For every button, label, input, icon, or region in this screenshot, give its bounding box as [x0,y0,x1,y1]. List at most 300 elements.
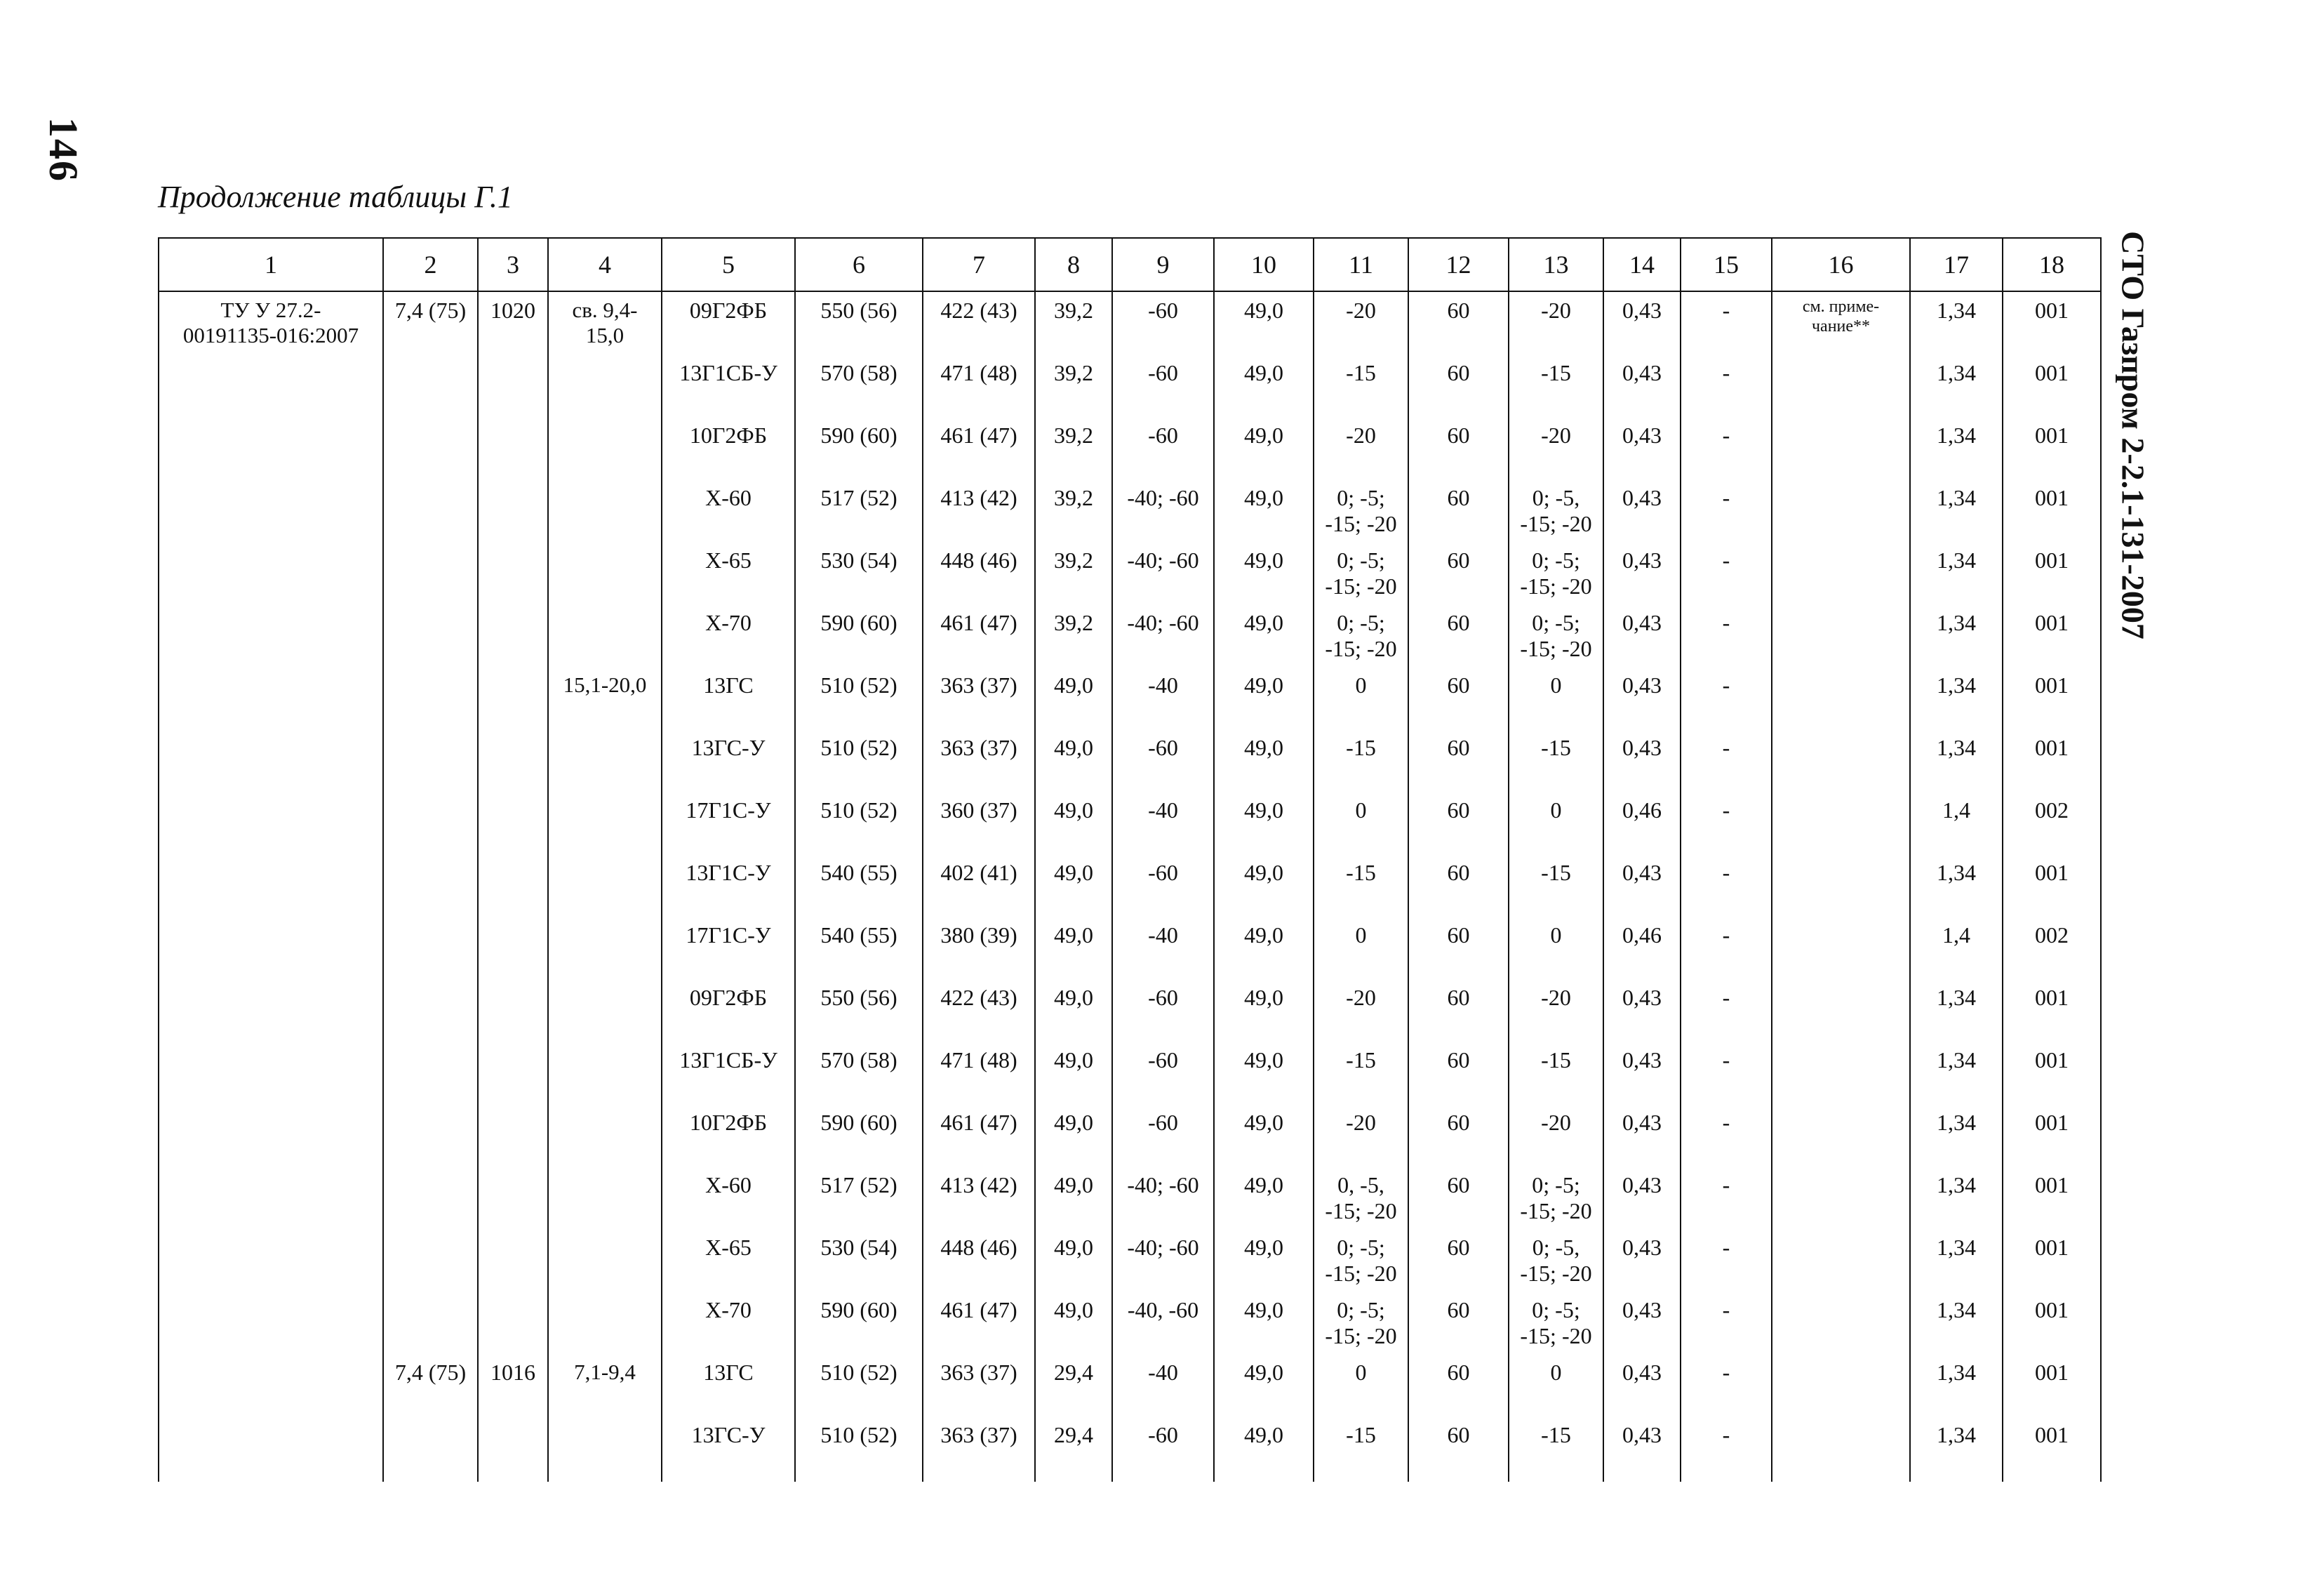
cell-col-5: Х-60 [662,482,795,545]
cell-col-9: -40, -60 [1112,1294,1214,1357]
column-header-10: 10 [1214,238,1314,291]
cell-col-8: 49,0 [1035,1169,1112,1232]
cell-col-13: -15 [1509,857,1603,920]
cell-col-14: 0,46 [1603,795,1681,857]
cell-col-14: 0,43 [1603,1357,1681,1419]
table-row [159,732,2101,795]
cell-col-14: 0,43 [1603,291,1681,357]
cell-col-3 [478,795,548,857]
table-row [159,1232,2101,1294]
cell-col-18: 001 [2003,291,2101,357]
cell-col-13: 0; -5; -15; -20 [1509,607,1603,670]
cell-col-9: -40; -60 [1112,1169,1214,1232]
cell-col-10: 49,0 [1214,1169,1314,1232]
cell-col-17: 1,34 [1910,1169,2003,1232]
cell-col-5: 10Г2ФБ [662,420,795,482]
cell-col-18: 001 [2003,1044,2101,1107]
cell-col-3 [478,982,548,1044]
cell-col-4 [548,857,662,920]
cell-col-10: 49,0 [1214,1419,1314,1482]
cell-col-17: 1,34 [1910,1419,2003,1482]
cell-col-1 [159,482,383,545]
cell-col-8: 49,0 [1035,732,1112,795]
cell-col-8: 39,2 [1035,291,1112,357]
cell-col-7: 380 (39) [923,920,1035,982]
cell-col-4 [548,982,662,1044]
cell-col-7: 471 (48) [923,357,1035,420]
cell-col-16 [1772,920,1910,982]
cell-col-12: 60 [1408,1044,1509,1107]
cell-col-16 [1772,795,1910,857]
cell-col-6: 510 (52) [795,670,923,732]
cell-col-4: 7,1-9,4 [548,1357,662,1419]
cell-col-13: -15 [1509,1419,1603,1482]
cell-col-9: -40; -60 [1112,1232,1214,1294]
cell-col-13: 0; -5, -15; -20 [1509,1232,1603,1294]
cell-col-10: 49,0 [1214,1044,1314,1107]
cell-col-3 [478,920,548,982]
cell-col-17: 1,34 [1910,1232,2003,1294]
cell-col-17: 1,34 [1910,1357,2003,1419]
cell-col-18: 001 [2003,670,2101,732]
cell-col-6: 570 (58) [795,1044,923,1107]
cell-col-10: 49,0 [1214,1357,1314,1419]
cell-col-9: -60 [1112,357,1214,420]
cell-col-4 [548,1419,662,1482]
cell-col-1 [159,1419,383,1482]
cell-col-8: 49,0 [1035,1232,1112,1294]
column-header-13: 13 [1509,238,1603,291]
table-row [159,1044,2101,1107]
cell-col-13: 0; -5; -15; -20 [1509,1169,1603,1232]
cell-col-10: 49,0 [1214,1294,1314,1357]
cell-col-12: 60 [1408,857,1509,920]
cell-col-1 [159,920,383,982]
cell-col-11: 0 [1314,670,1408,732]
cell-col-4 [548,920,662,982]
cell-col-9: -40 [1112,670,1214,732]
cell-col-6: 530 (54) [795,1232,923,1294]
column-header-18: 18 [2003,238,2101,291]
cell-col-12: 60 [1408,1357,1509,1419]
cell-col-7: 363 (37) [923,670,1035,732]
cell-col-6: 517 (52) [795,1169,923,1232]
cell-col-18: 001 [2003,420,2101,482]
cell-col-10: 49,0 [1214,1232,1314,1294]
table-row [159,795,2101,857]
cell-col-15: - [1681,482,1772,545]
table-row [159,920,2101,982]
table-row [159,1107,2101,1169]
table-row [159,607,2101,670]
cell-col-15: - [1681,357,1772,420]
cell-col-13: -15 [1509,1044,1603,1107]
column-header-17: 17 [1910,238,2003,291]
table-row [159,857,2101,920]
cell-col-4 [548,1044,662,1107]
cell-col-15: - [1681,1044,1772,1107]
cell-col-17: 1,34 [1910,982,2003,1044]
cell-col-1 [159,1169,383,1232]
cell-col-7: 402 (41) [923,857,1035,920]
cell-col-18: 001 [2003,732,2101,795]
cell-col-5: Х-60 [662,1169,795,1232]
cell-col-12: 60 [1408,732,1509,795]
cell-col-16 [1772,1107,1910,1169]
cell-col-3 [478,1232,548,1294]
cell-col-2 [383,982,478,1044]
cell-col-8: 39,2 [1035,357,1112,420]
cell-col-1 [159,1357,383,1419]
cell-col-14: 0,43 [1603,670,1681,732]
cell-col-17: 1,34 [1910,857,2003,920]
cell-col-1 [159,545,383,607]
cell-col-15: - [1681,1357,1772,1419]
cell-col-5: 13ГС-У [662,732,795,795]
cell-col-10: 49,0 [1214,982,1314,1044]
cell-col-12: 60 [1408,1294,1509,1357]
cell-col-15: - [1681,670,1772,732]
cell-col-3: 1016 [478,1357,548,1419]
cell-col-6: 590 (60) [795,1107,923,1169]
cell-col-11: 0; -5; -15; -20 [1314,482,1408,545]
cell-col-4 [548,482,662,545]
cell-col-15: - [1681,1232,1772,1294]
column-header-5: 5 [662,238,795,291]
cell-col-8: 49,0 [1035,1107,1112,1169]
cell-col-17: 1,34 [1910,1294,2003,1357]
cell-col-2 [383,1169,478,1232]
table-row [159,982,2101,1044]
cell-col-18: 001 [2003,857,2101,920]
cell-col-7: 413 (42) [923,1169,1035,1232]
cell-col-11: 0 [1314,795,1408,857]
cell-col-11: -20 [1314,982,1408,1044]
cell-col-1 [159,1294,383,1357]
cell-col-15: - [1681,1294,1772,1357]
cell-col-12: 60 [1408,420,1509,482]
cell-col-1 [159,420,383,482]
cell-col-6: 517 (52) [795,482,923,545]
cell-col-9: -60 [1112,1419,1214,1482]
cell-col-6: 590 (60) [795,607,923,670]
cell-col-15: - [1681,732,1772,795]
cell-col-2: 7,4 (75) [383,291,478,357]
cell-col-8: 29,4 [1035,1419,1112,1482]
table-row [159,670,2101,732]
cell-col-17: 1,34 [1910,357,2003,420]
cell-col-6: 550 (56) [795,982,923,1044]
cell-col-6: 510 (52) [795,1419,923,1482]
cell-col-8: 29,4 [1035,1357,1112,1419]
cell-col-11: -15 [1314,1419,1408,1482]
standard-identifier: СТО Газпром 2-2.1-131-2007 [2115,231,2151,639]
cell-col-12: 60 [1408,1107,1509,1169]
cell-col-13: 0 [1509,670,1603,732]
cell-col-4 [548,1107,662,1169]
cell-col-7: 461 (47) [923,420,1035,482]
cell-col-1 [159,982,383,1044]
cell-col-13: -20 [1509,291,1603,357]
cell-col-2 [383,545,478,607]
cell-col-2 [383,1232,478,1294]
cell-col-1 [159,357,383,420]
cell-col-18: 001 [2003,1169,2101,1232]
cell-col-13: 0; -5; -15; -20 [1509,545,1603,607]
cell-col-6: 510 (52) [795,795,923,857]
steel-specs-table [158,237,2102,1482]
cell-col-14: 0,43 [1603,482,1681,545]
cell-col-2 [383,1419,478,1482]
column-header-14: 14 [1603,238,1681,291]
table-row [159,1419,2101,1482]
cell-col-7: 360 (37) [923,795,1035,857]
cell-col-12: 60 [1408,1169,1509,1232]
cell-col-8: 39,2 [1035,482,1112,545]
cell-col-12: 60 [1408,357,1509,420]
cell-col-14: 0,43 [1603,1044,1681,1107]
cell-col-10: 49,0 [1214,1107,1314,1169]
cell-col-6: 540 (55) [795,857,923,920]
cell-col-16 [1772,732,1910,795]
cell-col-5: Х-65 [662,1232,795,1294]
cell-col-5: 17Г1С-У [662,795,795,857]
cell-col-18: 001 [2003,1232,2101,1294]
cell-col-3 [478,1169,548,1232]
cell-col-15: - [1681,920,1772,982]
cell-col-13: 0 [1509,795,1603,857]
cell-col-17: 1,34 [1910,291,2003,357]
column-header-8: 8 [1035,238,1112,291]
cell-col-9: -60 [1112,732,1214,795]
cell-col-14: 0,43 [1603,982,1681,1044]
cell-col-12: 60 [1408,1232,1509,1294]
table-row [159,291,2101,357]
cell-col-13: -20 [1509,982,1603,1044]
cell-col-14: 0,43 [1603,1169,1681,1232]
cell-col-14: 0,43 [1603,857,1681,920]
cell-col-1 [159,1232,383,1294]
column-number-row [159,238,2101,291]
cell-col-13: 0 [1509,920,1603,982]
cell-col-15: - [1681,982,1772,1044]
cell-col-2: 7,4 (75) [383,1357,478,1419]
cell-col-9: -60 [1112,1107,1214,1169]
cell-col-1 [159,732,383,795]
table-body [159,291,2101,1482]
cell-col-7: 461 (47) [923,1107,1035,1169]
cell-col-14: 0,43 [1603,1107,1681,1169]
cell-col-2 [383,607,478,670]
cell-col-8: 39,2 [1035,545,1112,607]
cell-col-3 [478,670,548,732]
cell-col-13: 0; -5, -15; -20 [1509,482,1603,545]
cell-col-18: 002 [2003,795,2101,857]
cell-col-17: 1,34 [1910,732,2003,795]
cell-col-10: 49,0 [1214,670,1314,732]
cell-col-18: 001 [2003,982,2101,1044]
cell-col-4 [548,795,662,857]
cell-col-7: 363 (37) [923,1357,1035,1419]
cell-col-4 [548,357,662,420]
cell-col-16 [1772,1169,1910,1232]
cell-col-9: -40 [1112,1357,1214,1419]
cell-col-10: 49,0 [1214,795,1314,857]
cell-col-13: -20 [1509,1107,1603,1169]
cell-col-9: -40 [1112,795,1214,857]
cell-col-5: 13Г1СБ-У [662,1044,795,1107]
cell-col-16 [1772,545,1910,607]
cell-col-5: 13ГС-У [662,1419,795,1482]
cell-col-6: 590 (60) [795,420,923,482]
cell-col-17: 1,34 [1910,670,2003,732]
cell-col-15: - [1681,1169,1772,1232]
cell-col-18: 001 [2003,545,2101,607]
cell-col-11: 0 [1314,1357,1408,1419]
table-row [159,545,2101,607]
cell-col-12: 60 [1408,291,1509,357]
cell-col-16 [1772,670,1910,732]
cell-col-13: -15 [1509,357,1603,420]
cell-col-13: -20 [1509,420,1603,482]
cell-col-15: - [1681,795,1772,857]
cell-col-15: - [1681,1419,1772,1482]
cell-col-3 [478,607,548,670]
cell-col-2 [383,420,478,482]
cell-col-1 [159,795,383,857]
cell-col-17: 1,34 [1910,1107,2003,1169]
page-number: 146 [41,117,86,182]
cell-col-2 [383,482,478,545]
cell-col-16 [1772,1294,1910,1357]
cell-col-13: -15 [1509,732,1603,795]
cell-col-3 [478,545,548,607]
cell-col-5: 13ГС [662,1357,795,1419]
cell-col-17: 1,34 [1910,420,2003,482]
cell-col-18: 001 [2003,1294,2101,1357]
cell-col-8: 49,0 [1035,795,1112,857]
cell-col-2 [383,795,478,857]
cell-col-3 [478,732,548,795]
cell-col-2 [383,857,478,920]
cell-col-9: -60 [1112,420,1214,482]
cell-col-12: 60 [1408,795,1509,857]
cell-col-15: - [1681,1107,1772,1169]
cell-col-18: 001 [2003,1419,2101,1482]
cell-col-7: 461 (47) [923,607,1035,670]
cell-col-14: 0,43 [1603,732,1681,795]
cell-col-3 [478,1044,548,1107]
cell-col-12: 60 [1408,670,1509,732]
cell-col-14: 0,43 [1603,545,1681,607]
cell-col-9: -40 [1112,920,1214,982]
cell-col-6: 550 (56) [795,291,923,357]
cell-col-11: -15 [1314,1044,1408,1107]
column-header-16: 16 [1772,238,1910,291]
cell-col-7: 448 (46) [923,545,1035,607]
cell-col-17: 1,34 [1910,607,2003,670]
cell-col-10: 49,0 [1214,291,1314,357]
cell-col-3 [478,1419,548,1482]
cell-col-5: Х-70 [662,607,795,670]
column-header-9: 9 [1112,238,1214,291]
cell-col-9: -60 [1112,1044,1214,1107]
cell-col-8: 49,0 [1035,1044,1112,1107]
cell-col-8: 39,2 [1035,607,1112,670]
column-header-3: 3 [478,238,548,291]
cell-col-17: 1,4 [1910,795,2003,857]
cell-col-11: 0, -5, -15; -20 [1314,1169,1408,1232]
cell-col-7: 461 (47) [923,1294,1035,1357]
column-header-6: 6 [795,238,923,291]
cell-col-15: - [1681,545,1772,607]
cell-col-15: - [1681,857,1772,920]
cell-col-3 [478,1107,548,1169]
table-row [159,1357,2101,1419]
cell-col-2 [383,1294,478,1357]
cell-col-11: 0; -5; -15; -20 [1314,1294,1408,1357]
cell-col-1 [159,857,383,920]
cell-col-12: 60 [1408,607,1509,670]
cell-col-1 [159,1044,383,1107]
cell-col-14: 0,43 [1603,607,1681,670]
cell-col-2 [383,920,478,982]
cell-col-8: 49,0 [1035,857,1112,920]
cell-col-10: 49,0 [1214,607,1314,670]
cell-col-15: - [1681,607,1772,670]
cell-col-16 [1772,857,1910,920]
cell-col-17: 1,34 [1910,1044,2003,1107]
cell-col-1: ТУ У 27.2- 00191135-016:2007 [159,291,383,357]
cell-col-7: 422 (43) [923,982,1035,1044]
cell-col-5: 13Г1СБ-У [662,357,795,420]
cell-col-10: 49,0 [1214,857,1314,920]
cell-col-3 [478,1294,548,1357]
cell-col-6: 510 (52) [795,1357,923,1419]
cell-col-2 [383,670,478,732]
cell-col-18: 001 [2003,1107,2101,1169]
cell-col-7: 471 (48) [923,1044,1035,1107]
cell-col-18: 001 [2003,357,2101,420]
cell-col-9: -40; -60 [1112,607,1214,670]
cell-col-11: 0 [1314,920,1408,982]
cell-col-6: 530 (54) [795,545,923,607]
cell-col-16 [1772,420,1910,482]
cell-col-16 [1772,607,1910,670]
cell-col-18: 001 [2003,607,2101,670]
cell-col-16 [1772,357,1910,420]
column-header-7: 7 [923,238,1035,291]
cell-col-4 [548,607,662,670]
cell-col-14: 0,43 [1603,1294,1681,1357]
cell-col-8: 39,2 [1035,420,1112,482]
cell-col-15: - [1681,420,1772,482]
cell-col-7: 422 (43) [923,291,1035,357]
cell-col-16 [1772,1357,1910,1419]
column-header-15: 15 [1681,238,1772,291]
cell-col-11: 0; -5; -15; -20 [1314,545,1408,607]
cell-col-13: 0; -5; -15; -20 [1509,1294,1603,1357]
cell-col-3: 1020 [478,291,548,357]
cell-col-10: 49,0 [1214,545,1314,607]
cell-col-1 [159,1107,383,1169]
cell-col-11: 0; -5; -15; -20 [1314,607,1408,670]
cell-col-6: 540 (55) [795,920,923,982]
cell-col-10: 49,0 [1214,920,1314,982]
column-header-1: 1 [159,238,383,291]
cell-col-5: 13Г1С-У [662,857,795,920]
cell-col-11: -15 [1314,357,1408,420]
